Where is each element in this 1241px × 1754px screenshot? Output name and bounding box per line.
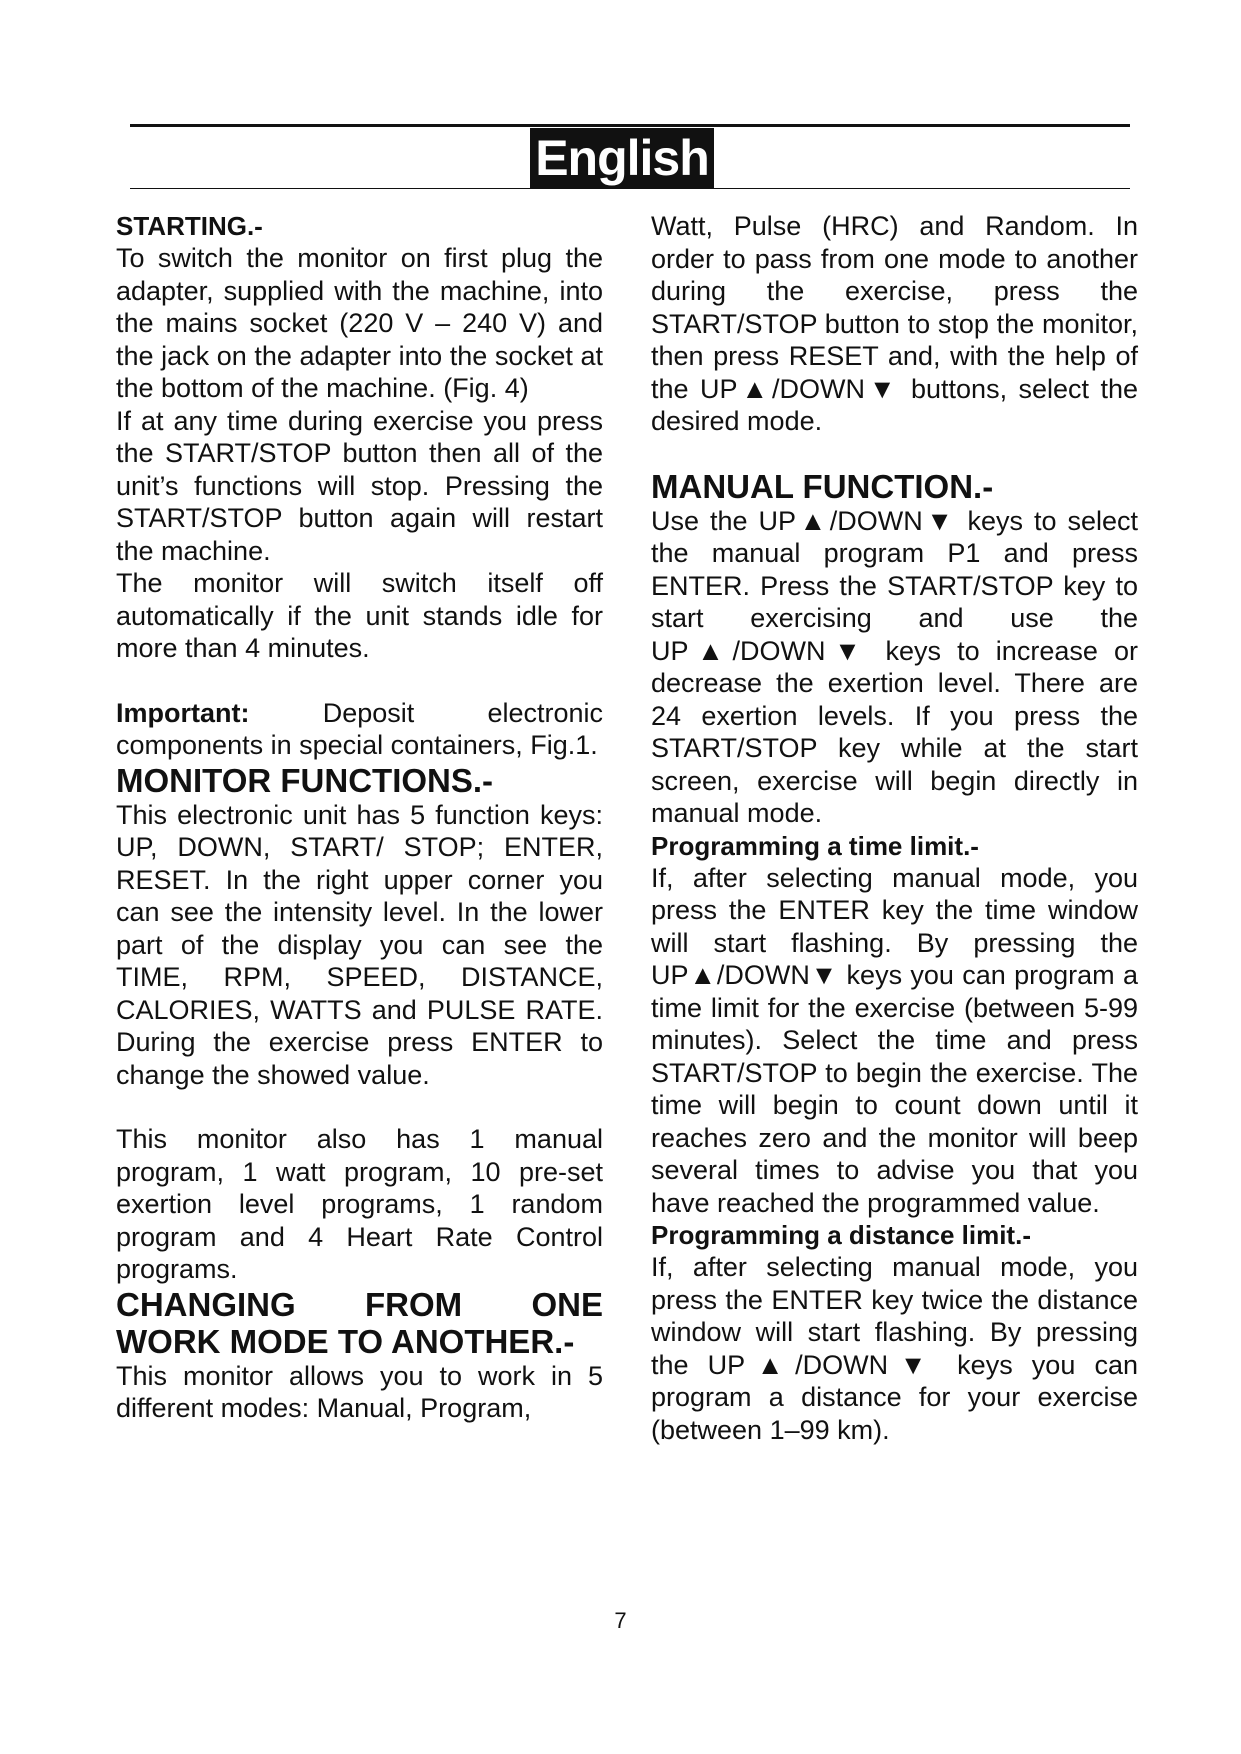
page-number: 7 [614, 1608, 627, 1633]
right-column [651, 210, 1138, 1446]
header-bottom-rule [130, 188, 1130, 189]
important-label: Important: [116, 697, 250, 728]
changing-mode-continued: Watt, Pulse (HRC) and Random. In order to pass from one mode to another during the exercise, press the START/STOP button to stop the monitor, then press RESET and, with the help of the UP▲/DOWN▼ buttons, select the desired mode. [651, 211, 1138, 436]
starting-paragraph-2: If at any time during exercise you press the START/STOP button then all of the unit’s functions will stop. Pressing the START/STOP button again will restart the machine. [116, 405, 603, 566]
important-text: Deposit electronic components in special containers, Fig.1. [116, 697, 603, 760]
starting-heading: STARTING.- [116, 211, 263, 241]
important-note [116, 697, 603, 762]
language-label: English [530, 128, 714, 188]
manual-function-paragraph: Use the UP▲/DOWN▼ keys to select the manual program P1 and press ENTER. Press the START/STOP key to start exercising and use the UP▲/DOWN▼ keys to increase or decrease the exertion level. There are 24 exertion levels. If you press the START/STOP key while at the start screen, exercise will begin directly in manual mode. [651, 505, 1138, 828]
monitor-functions-heading: MONITOR FUNCTIONS.- [116, 761, 494, 799]
left-column [116, 210, 603, 1425]
manual-function-heading: MANUAL FUNCTION.- [651, 467, 994, 505]
starting-paragraph-1: To switch the monitor on first plug the adapter, supplied with the machine, into the mains socket (220 V – 240 V) and the jack on the adapter into the socket at the bottom of the machine. (Fig. 4) [116, 243, 603, 403]
distance-limit-paragraph: If, after selecting manual mode, you press the ENTER key twice the distance window will start flashing. By pressing the UP▲/DOWN▼ keys you can program a distance for your exercise (between 1–99 km). [651, 1252, 1138, 1445]
changing-mode-heading-line2: WORK MODE TO ANOTHER.- [116, 1322, 575, 1360]
time-limit-heading: Programming a time limit.- [651, 830, 979, 861]
monitor-functions-paragraph-1: This electronic unit has 5 function keys: UP, DOWN, START/ STOP; ENTER, RESET. In the right upper corner you can see the intensity level. In the lower part of the display you can see the TIME, RPM, SPEED, DISTANCE, CALORIES, WATTS and PULSE RATE. During the exercise press ENTER to change the showed value. [116, 799, 603, 1090]
header-top-rule [130, 124, 1130, 127]
changing-mode-heading-line1: CHANGING FROM ONE [116, 1285, 603, 1323]
changing-mode-paragraph: This monitor allows you to work in 5 different modes: Manual, Program, [116, 1360, 603, 1423]
starting-paragraph-3: The monitor will switch itself off automatically if the unit stands idle for more than 4 minutes. [116, 568, 603, 663]
time-limit-paragraph: If, after selecting manual mode, you press the ENTER key the time window will start flashing. By pressing the UP▲/DOWN▼ keys you can program a time limit for the exercise (between 5-99 minutes). Select the time and press START/STOP to begin the exercise. The time will begin to count down until it reaches zero and the monitor will beep several times to advise you that you have reached the programmed value. [651, 862, 1138, 1218]
monitor-functions-paragraph-2: This monitor also has 1 manual program, 1 watt program, 10 pre-set exertion level programs, 1 random program and 4 Heart Rate Control programs. [116, 1124, 603, 1284]
distance-limit-heading: Programming a distance limit.- [651, 1220, 1031, 1250]
